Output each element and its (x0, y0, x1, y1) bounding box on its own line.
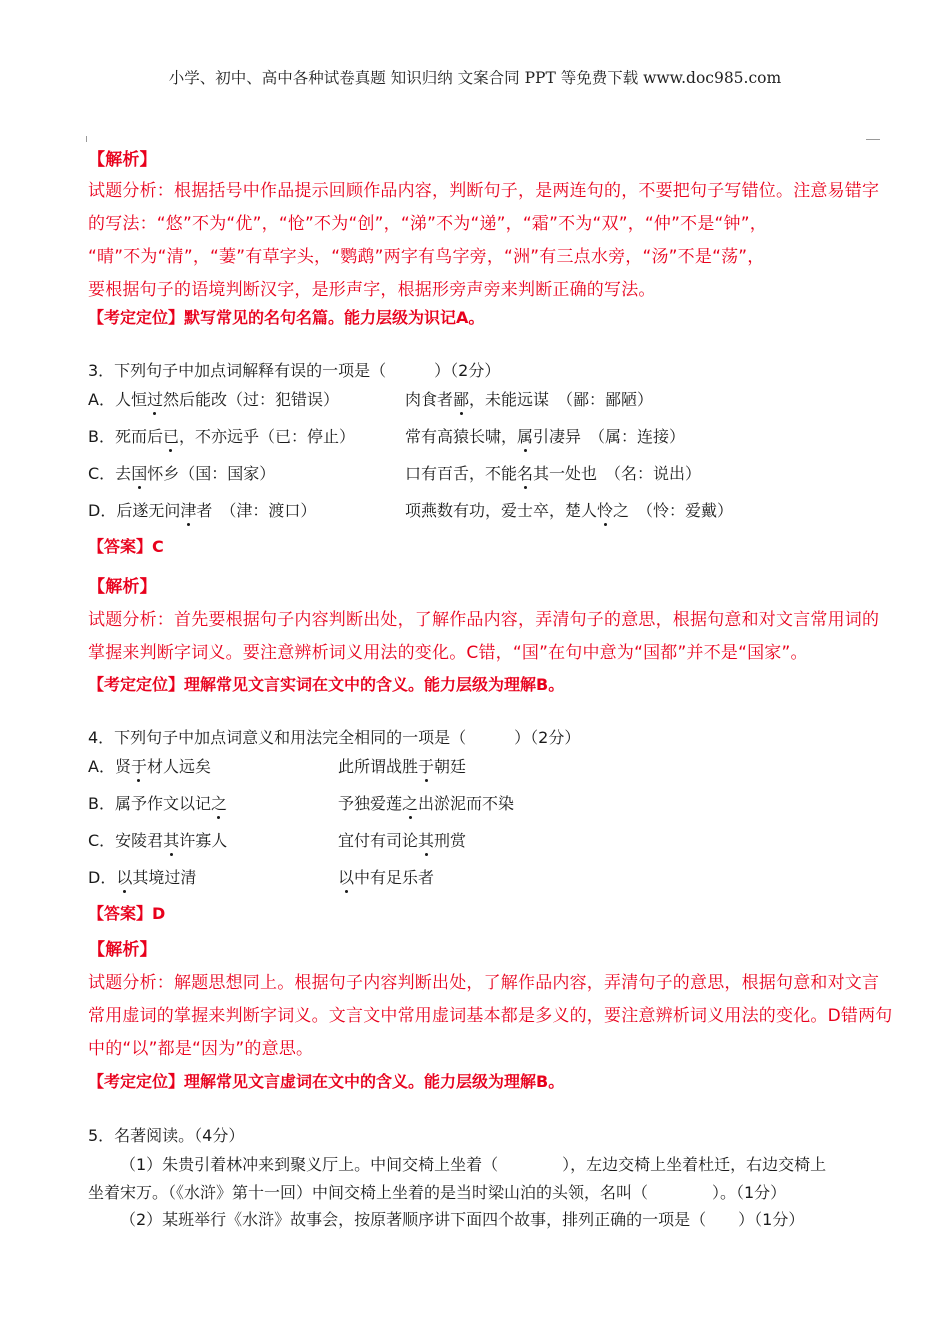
q4-option-b-right: 予独爱莲之出淤泥而不染 (338, 791, 514, 814)
q3-option-d-left: D．后遂无问津者 （津：渡口） (88, 498, 316, 521)
corner-mark-right (866, 139, 880, 140)
q4-analysis-line: 常用虚词的掌握来判断字词义。文言文中常用虚词基本都是多义的，要注意辨析词义用法的变化。D错两句 (88, 1006, 893, 1026)
question-3-title: 3．下列句子中加点词解释有误的一项是（ ）（2分） (88, 361, 501, 380)
q4-kaoding: 【考定定位】理解常见文言虚词在文中的含义。能力层级为理解B。 (88, 1072, 565, 1091)
q4-analysis-line: 试题分析：解题思想同上。根据句子内容判断出处，了解作品内容，弄清句子的意思，根据句意和对文言 (88, 973, 880, 993)
corner-mark (86, 136, 87, 142)
q3-option-c-left: C．去国怀乡（国：国家） (88, 461, 275, 484)
q3-answer: 【答案】C (88, 537, 164, 556)
q4-analysis-line: 中的“以”都是“因为”的意思。 (88, 1039, 314, 1059)
q4-option-c-right: 宜付有司论其刑赏 (338, 828, 466, 851)
question-4-title: 4．下列句子中加点词意义和用法完全相同的一项是（ ）（2分） (88, 728, 581, 747)
analysis-line: “晴”不为“清”，“萋”有草字头，“鹦鹉”两字有鸟字旁，“洲”有三点水旁，“汤”不是“荡”， (88, 247, 765, 267)
page-header: 小学、初中、高中各种试卷真题 知识归纳 文案合同 PPT 等免费下载 www.doc985.com (168, 69, 782, 87)
q3-analysis-line: 掌握来判断字词义。要注意辨析词义用法的变化。C错，“国”在句中意为“国都”并不是“国家”。 (88, 643, 808, 663)
q5-line: 坐着宋万。（《水浒》第十一回）中间交椅上坐着的是当时梁山泊的头领，名叫（ ）。（1分） (88, 1183, 787, 1202)
analysis-line: 要根据句子的语境判断汉字，是形声字，根据形旁声旁来判断正确的写法。 (88, 280, 656, 300)
q4-option-d-right: 以中有足乐者 (338, 865, 434, 888)
q3-option-b-right: 常有高猿长啸，属引凄异 （属：连接） (405, 424, 685, 447)
q4-answer: 【答案】D (88, 904, 166, 923)
q4-option-a-right: 此所谓战胜于朝廷 (338, 754, 466, 777)
analysis-line: 试题分析：根据括号中作品提示回顾作品内容，判断句子，是两连句的，不要把句子写错位。注意易错字 (88, 181, 880, 201)
q3-option-a-right: 肉食者鄙，未能远谋 （鄙：鄙陋） (405, 387, 653, 410)
q3-option-c-right: 口有百舌，不能名其一处也 （名：说出） (405, 461, 701, 484)
q3-kaoding: 【考定定位】理解常见文言实词在文中的含义。能力层级为理解B。 (88, 675, 565, 694)
q4-option-b-left: B．属予作文以记之 (88, 791, 227, 814)
q4-option-d-left: D．以其境过清 (88, 865, 196, 888)
q3-option-b-left: B．死而后已，不亦远乎（已：停止） (88, 424, 355, 447)
q4-option-a-left: A．贤于材人远矣 (88, 754, 211, 777)
q3-analysis-label: 【解析】 (88, 577, 157, 597)
kaoding-line: 【考定定位】默写常见的名句名篇。能力层级为识记A。 (88, 308, 485, 327)
q3-analysis-line: 试题分析：首先要根据句子内容判断出处，了解作品内容，弄清句子的意思，根据句意和对文言常用词的 (88, 610, 880, 630)
analysis-label: 【解析】 (88, 150, 157, 170)
q5-line: （2）某班举行《水浒》故事会，按原著顺序讲下面四个故事，排列正确的一项是（ ）（1分） (120, 1210, 805, 1229)
analysis-line: 的写法：“悠”不为“优”，“怆”不为“创”，“涕”不为“递”，“霜”不为“双”，“仲”不是“钟”， (88, 214, 767, 234)
q4-analysis-label: 【解析】 (88, 940, 157, 960)
q4-option-c-left: C．安陵君其许寡人 (88, 828, 227, 851)
q3-option-a-left: A．人恒过然后能改（过：犯错误） (88, 387, 339, 410)
q3-option-d-right: 项燕数有功，爱士卒，楚人怜之 （怜：爱戴） (405, 498, 733, 521)
question-5-title: 5．名著阅读。（4分） (88, 1126, 245, 1145)
q5-line: （1）朱贵引着林冲来到聚义厅上。中间交椅上坐着（ ），左边交椅上坐着杜迁，右边交椅上 (120, 1155, 827, 1174)
